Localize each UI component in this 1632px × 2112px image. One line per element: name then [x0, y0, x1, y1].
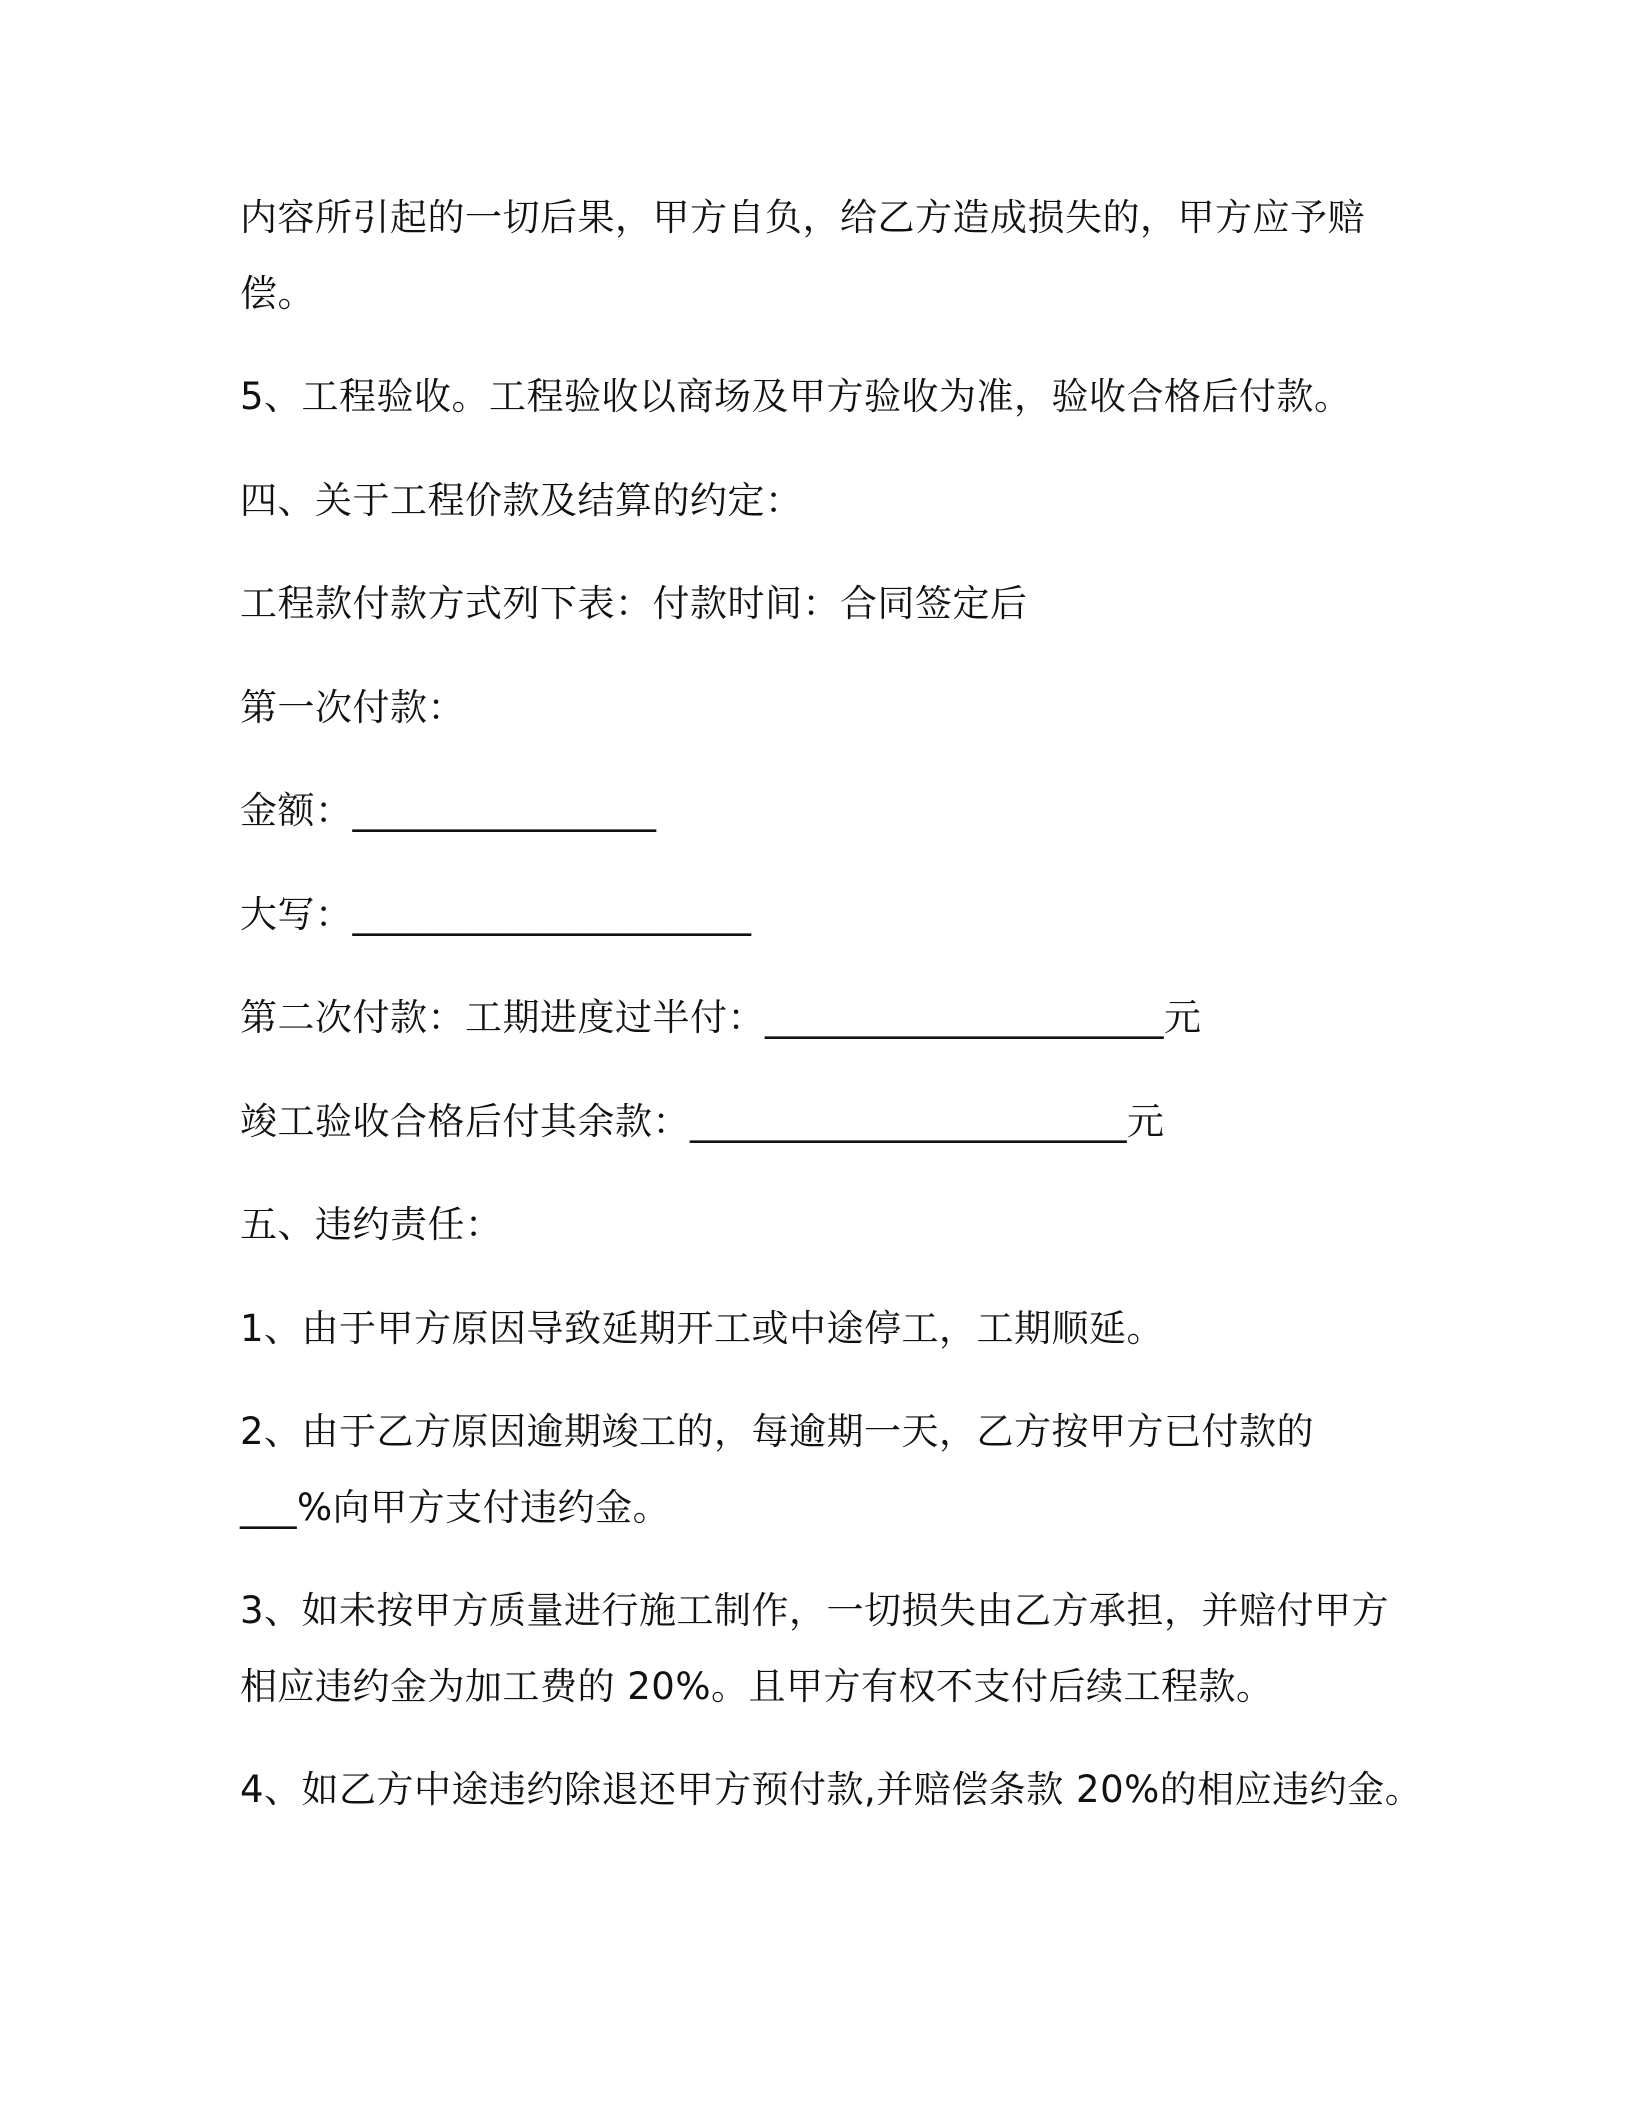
text-line-6: 第一次付款：: [240, 686, 465, 729]
uppercase-amount-line: 大写：_____________________: [240, 893, 752, 936]
section-heading-5: 五、违约责任：: [240, 1203, 503, 1246]
final-payment-line: 竣工验收合格后付其余款：_______________________元: [240, 1100, 1165, 1143]
clause-3-line-2: 相应违约金为加工费的 20%。且甲方有权不支付后续工程款。: [240, 1665, 1274, 1708]
section-heading-4: 四、关于工程价款及结算的约定：: [240, 479, 803, 522]
clause-3-line-1: 3、如未按甲方质量进行施工制作，一切损失由乙方承担，并赔付甲方: [240, 1589, 1390, 1632]
clause-1: 1、由于甲方原因导致延期开工或中途停工，工期顺延。: [240, 1307, 1165, 1350]
clause-2-line-1: 2、由于乙方原因逾期竣工的，每逾期一天，乙方按甲方已付款的: [240, 1410, 1315, 1453]
clause-4: 4、如乙方中途违约除退还甲方预付款,并赔偿条款 20%的相应违约金。: [240, 1768, 1423, 1811]
amount-line: 金额：________________: [240, 789, 657, 832]
clause-2-line-2: ___%向甲方支付违约金。: [240, 1486, 671, 1529]
text-line-2: 偿。: [240, 272, 315, 315]
text-line-1: 内容所引起的一切后果，甲方自负，给乙方造成损失的，甲方应予赔: [240, 196, 1365, 239]
text-line-5: 工程款付款方式列下表：付款时间：合同签定后: [240, 582, 1028, 625]
second-payment-line: 第二次付款：工期进度过半付：_____________________元: [240, 996, 1202, 1039]
text-line-3: 5、工程验收。工程验收以商场及甲方验收为准，验收合格后付款。: [240, 375, 1352, 418]
